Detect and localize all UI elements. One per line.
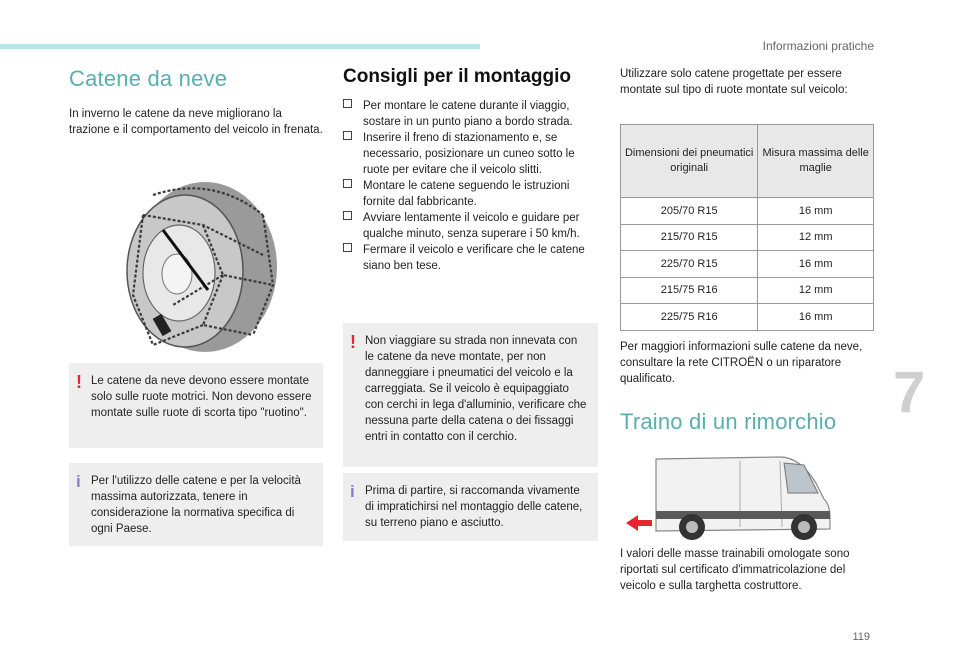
table-header: Dimensioni dei pneumatici originali	[621, 125, 758, 198]
table-row: 225/70 R15 16 mm	[621, 251, 874, 278]
warning-note-drive-wheels	[69, 363, 323, 448]
checkbox-icon	[343, 179, 352, 188]
checkbox-icon	[343, 131, 352, 140]
column-mounting-tips	[343, 66, 599, 274]
checkbox-icon	[343, 243, 352, 252]
chain-sizes-intro: Utilizzare solo catene progettate per essere montate sul tipo di ruote montate sul veicolo:	[620, 68, 848, 96]
column-snow-chains	[69, 66, 324, 138]
table-row: 215/70 R15 12 mm	[621, 224, 874, 251]
towing-title: Traino di un rimorchio	[620, 408, 837, 434]
more-info-text: Per maggiori informazioni sulle catene da neve, consultare la rete CITROËN o un riparatore qualificato.	[620, 340, 863, 385]
column-chain-sizes	[620, 66, 876, 435]
mounting-steps-list	[343, 98, 599, 274]
list-item: Avviare lentamente il veicolo e guidare per qualche minuto, senza superare i 50 km/h.	[343, 210, 599, 242]
chain-size-table	[620, 124, 874, 331]
warning-text: Non viaggiare su strada non innevata con le catene da neve montate, per non danneggiare i pneumatici del veicolo e la carreggiata. Se il veicolo è equipaggiato con cerchi in lega d'alluminio, verificare che nessuna parte della catena o dei fissaggi entri in contatto con il cerchio.	[365, 335, 587, 443]
list-item: Inserire il freno di stazionamento e, se necessario, posizionare un cuneo sotto le ruote per evitare che il veicolo slitti.	[343, 130, 599, 178]
header-accent-bar	[0, 44, 480, 49]
info-icon: i	[350, 482, 355, 501]
warning-text: Le catene da neve devono essere montate solo sulle ruote motrici. Non devono essere montate sulle ruote di scorta tipo "ruotino".	[91, 375, 312, 419]
warning-note-road-use	[343, 323, 598, 467]
checkbox-icon	[343, 211, 352, 220]
page-number: 119	[852, 631, 870, 643]
table-header: Misura massima delle maglie	[758, 125, 874, 198]
snow-chains-title: Catene da neve	[69, 66, 228, 91]
info-text: Per l'utilizzo delle catene e per la velocità massima autorizzata, tenere in considerazione la normativa specifica di ogni Paese.	[91, 475, 301, 535]
info-text: Prima di partire, si raccomanda vivamente di impratichirsi nel montaggio delle catene, su terreno piano e asciutto.	[365, 485, 583, 529]
list-item: Fermare il veicolo e verificare che le catene siano ben tese.	[343, 242, 599, 274]
list-item: Per montare le catene durante il viaggio, sostare in un punto piano a bordo strada.	[343, 98, 599, 130]
chapter-number: 7	[893, 360, 926, 425]
mounting-tips-title: Consigli per il montaggio	[343, 66, 571, 87]
table-row: 225/75 R16 16 mm	[621, 304, 874, 331]
warning-icon: !	[350, 332, 356, 352]
info-icon: i	[76, 472, 81, 491]
table-header-row	[621, 125, 874, 198]
list-item: Montare le catene seguendo le istruzioni fornite dal fabbricante.	[343, 178, 599, 210]
van-towing-illustration	[620, 453, 838, 545]
towing-text: I valori delle masse trainabili omologate sono riportati sul certificato d'immatricolazione del veicolo e sulla targhetta costruttore.	[620, 548, 850, 592]
warning-icon: !	[76, 372, 82, 392]
snow-chains-intro: In inverno le catene da neve migliorano la trazione e il comportamento del veicolo in frenata.	[69, 108, 323, 136]
info-note-regulations	[69, 463, 323, 546]
snow-chain-tire-illustration	[113, 175, 283, 355]
checkbox-icon	[343, 99, 352, 108]
table-row: 205/70 R15 16 mm	[621, 198, 874, 225]
info-note-practice	[343, 473, 598, 541]
table-row: 215/75 R16 12 mm	[621, 277, 874, 304]
section-title: Informazioni pratiche	[762, 39, 874, 53]
